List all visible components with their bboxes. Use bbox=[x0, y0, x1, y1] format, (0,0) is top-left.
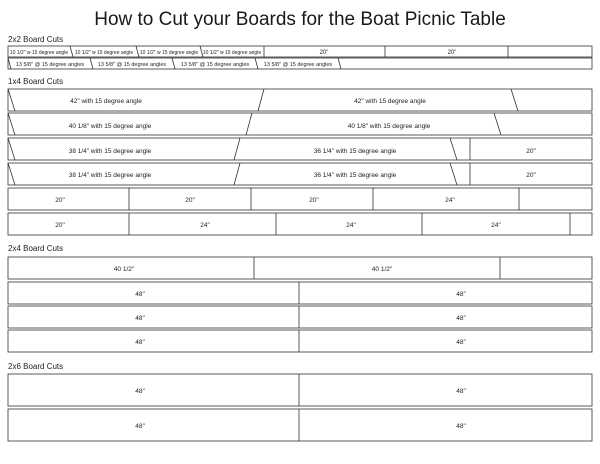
cut-line bbox=[8, 113, 15, 135]
cut-label: 20" bbox=[447, 50, 457, 56]
cut-label: 40 1/2" bbox=[371, 266, 393, 273]
cut-label: 48" bbox=[456, 423, 466, 430]
board-outline bbox=[8, 409, 592, 441]
cut-label: 48" bbox=[135, 423, 145, 430]
board-1x4-6 bbox=[8, 213, 592, 235]
cut-line bbox=[136, 46, 139, 57]
cut-label: 38 1/4" with 15 degree angle bbox=[68, 172, 152, 179]
cut-line bbox=[234, 138, 240, 160]
cut-label: 48" bbox=[456, 388, 466, 395]
cut-label: 48" bbox=[135, 315, 145, 322]
board-outline bbox=[8, 213, 592, 235]
cut-label: 24" bbox=[445, 197, 455, 204]
cut-label: 13 5/8" @ 15 degree angles bbox=[180, 62, 250, 68]
section-label-2x2: 2x2 Board Cuts bbox=[8, 35, 64, 44]
cut-label: 48" bbox=[135, 388, 145, 395]
cut-label: 48" bbox=[456, 339, 466, 346]
board-1x4-2 bbox=[8, 113, 592, 135]
cut-label: 13 5/8" @ 15 degree angles bbox=[97, 62, 167, 68]
board-1x4-4 bbox=[8, 163, 592, 185]
cut-label: 10 1/2" w 15 degree angle bbox=[74, 50, 134, 56]
cut-label: 20" bbox=[309, 197, 319, 204]
cut-line bbox=[255, 58, 258, 69]
board-outline bbox=[8, 188, 592, 210]
section-label-1x4: 1x4 Board Cuts bbox=[8, 77, 64, 86]
cut-label: 42" with 15 degree angle bbox=[354, 98, 426, 105]
cut-label: 48" bbox=[135, 291, 145, 298]
board-2x4-4 bbox=[8, 330, 592, 352]
board-1x4-1 bbox=[8, 89, 592, 111]
section-label-2x6: 2x6 Board Cuts bbox=[8, 362, 64, 371]
board-2x6-1 bbox=[8, 374, 592, 406]
cut-label: 13 5/8" @ 15 degree angles bbox=[263, 62, 333, 68]
cut-label: 24" bbox=[346, 222, 356, 229]
cut-label: 24" bbox=[491, 222, 501, 229]
cut-label: 48" bbox=[135, 339, 145, 346]
cut-label: 40 1/8" with 15 degree angle bbox=[68, 123, 152, 130]
board-2x4-1 bbox=[8, 257, 592, 279]
cut-line bbox=[258, 89, 264, 111]
cut-line bbox=[8, 163, 15, 185]
cut-label: 36 1/4" with 15 degree angle bbox=[313, 148, 397, 155]
board-2x6-2 bbox=[8, 409, 592, 441]
board-2x4-2 bbox=[8, 282, 592, 304]
cut-line bbox=[234, 163, 240, 185]
board-1x4-5 bbox=[8, 188, 592, 210]
cut-label: 20" bbox=[526, 148, 536, 155]
cut-line bbox=[494, 113, 501, 135]
section-label-2x4: 2x4 Board Cuts bbox=[8, 244, 64, 253]
cut-line bbox=[338, 58, 341, 69]
cut-label: 20" bbox=[185, 197, 195, 204]
cut-line bbox=[246, 113, 252, 135]
cut-label: 38 1/4" with 15 degree angle bbox=[68, 148, 152, 155]
board-2x2-1 bbox=[8, 46, 592, 57]
cut-label: 13 5/8" @ 15 degree angles bbox=[15, 62, 85, 68]
cut-line bbox=[8, 89, 15, 111]
cut-line bbox=[90, 58, 93, 69]
board-2x4-3 bbox=[8, 306, 592, 328]
cut-line bbox=[172, 58, 175, 69]
page-title: How to Cut your Boards for the Boat Picnic Table bbox=[94, 9, 506, 30]
cut-line bbox=[511, 89, 518, 111]
cut-label: 42" with 15 degree angle bbox=[70, 98, 142, 105]
cut-line bbox=[8, 138, 15, 160]
board-outline bbox=[8, 257, 592, 279]
cut-line bbox=[450, 138, 457, 160]
cut-line bbox=[70, 46, 73, 57]
board-outline bbox=[8, 306, 592, 328]
cut-label: 20" bbox=[55, 197, 65, 204]
board-2x2-2 bbox=[8, 58, 592, 69]
cut-label: 48" bbox=[456, 291, 466, 298]
board-1x4-3 bbox=[8, 138, 592, 160]
cut-line bbox=[8, 58, 11, 69]
board-outline bbox=[8, 374, 592, 406]
cut-label: 24" bbox=[200, 222, 210, 229]
cut-label: 20" bbox=[319, 50, 329, 56]
cut-label: 48" bbox=[456, 315, 466, 322]
cut-line bbox=[450, 163, 457, 185]
cut-label: 40 1/8" with 15 degree angle bbox=[347, 123, 431, 130]
cut-label: 40 1/2" bbox=[113, 266, 135, 273]
cut-label: 10 1/2" w 15 degree angle bbox=[202, 50, 262, 56]
board-outline bbox=[8, 330, 592, 352]
cut-label: 20" bbox=[55, 222, 65, 229]
cut-label: 20" bbox=[526, 172, 536, 179]
cut-label: 10 1/2" w 15 degree angle bbox=[139, 50, 199, 56]
board-outline bbox=[8, 282, 592, 304]
cut-label: 10 1/2" w 15 degree angle bbox=[9, 50, 69, 56]
cut-label: 36 1/4" with 15 degree angle bbox=[313, 172, 397, 179]
